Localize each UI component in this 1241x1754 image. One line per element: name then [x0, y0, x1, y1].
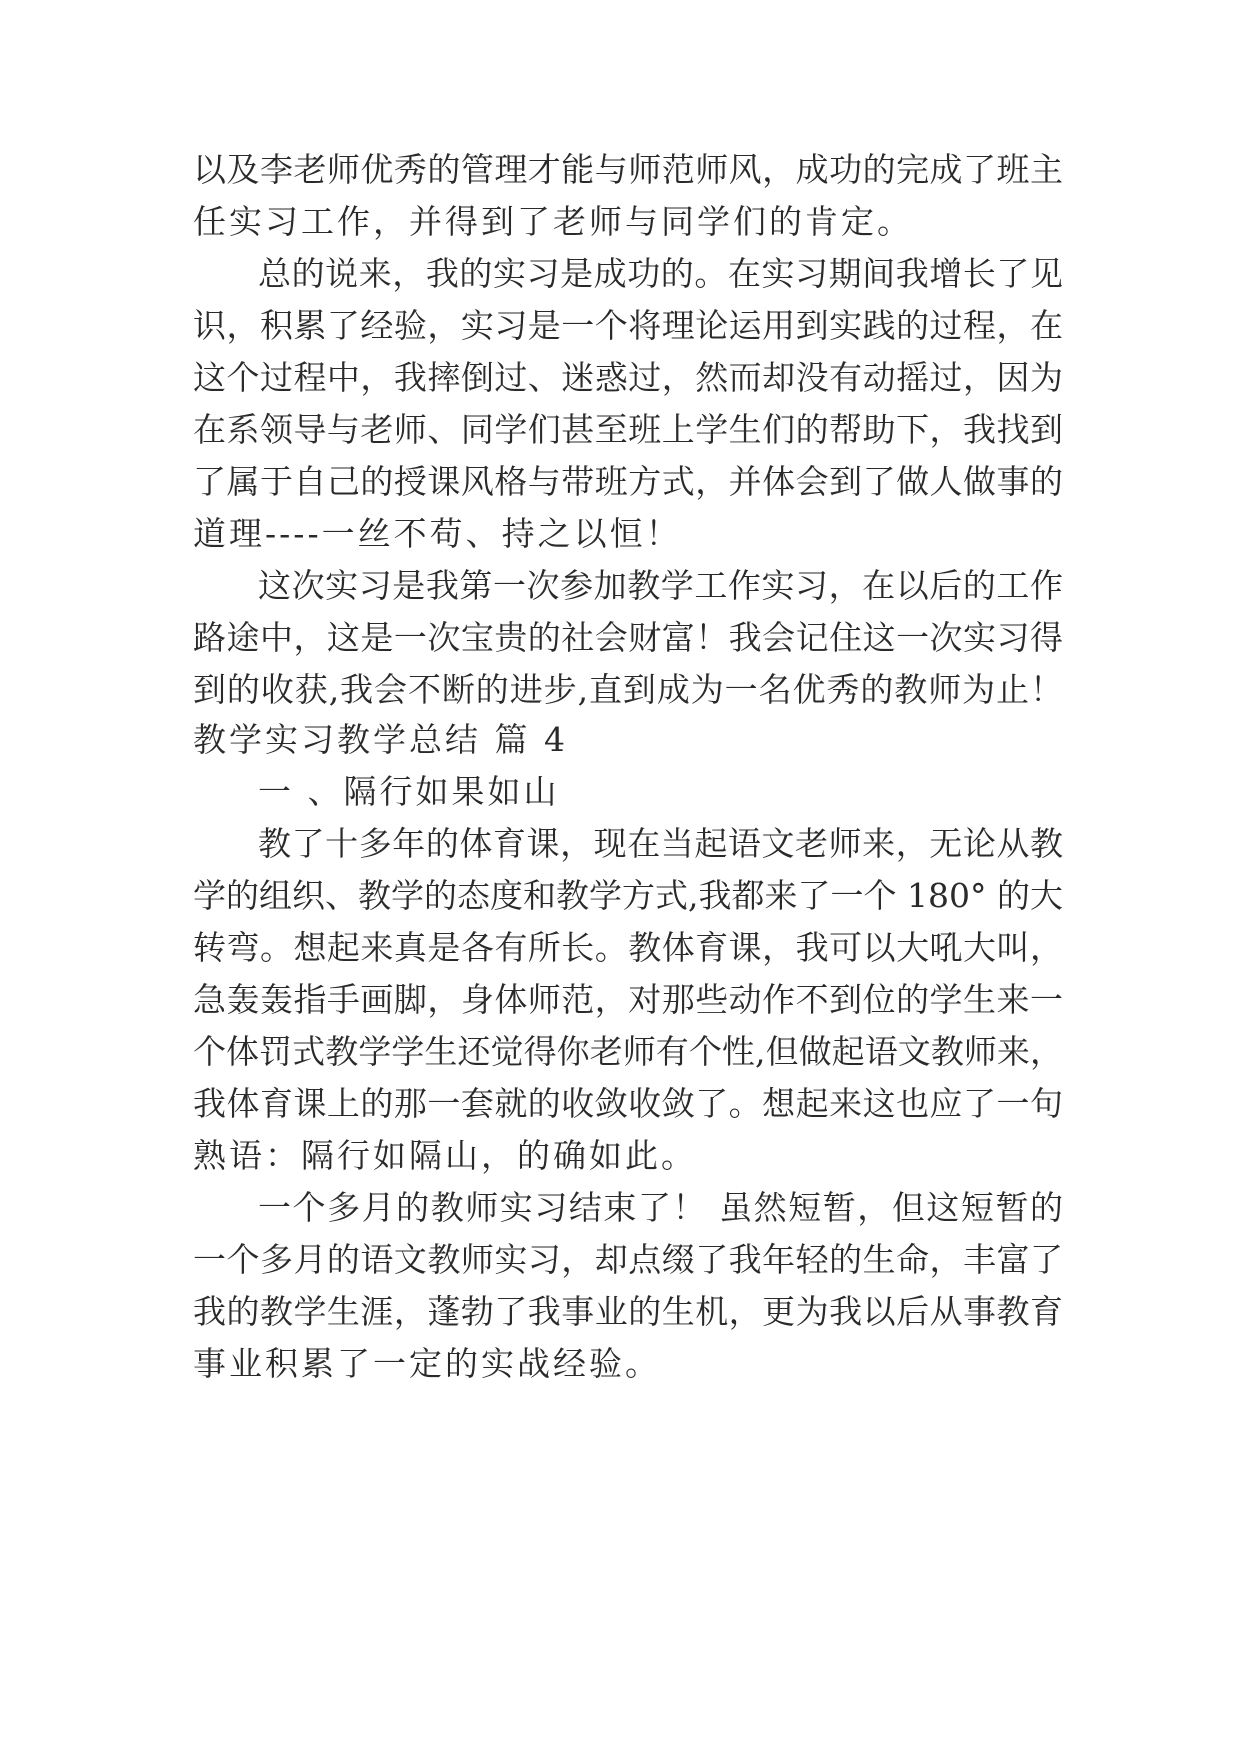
- text-line: 道理----一丝不苟、持之以恒！: [193, 514, 682, 553]
- text-line: 了属于自己的授课风格与带班方式，并体会到了做人做事的: [193, 462, 1063, 501]
- text-line: 到的收获,我会不断的进步,直到成为一名优秀的教师为止！: [193, 670, 1063, 709]
- paragraph-first-line: 总的说来，我的实习是成功的。在实习期间我增长了见: [258, 254, 1063, 293]
- text-line: 这个过程中，我摔倒过、迷惑过，然而却没有动摇过，因为: [193, 358, 1063, 397]
- text-line: 在系领导与老师、同学们甚至班上学生们的帮助下，我找到: [193, 410, 1063, 449]
- subsection-heading: 一 、隔行如果如山: [258, 772, 560, 811]
- text-line: 路途中，这是一次宝贵的社会财富！我会记住这一次实习得: [193, 618, 1063, 657]
- text-line: 急轰轰指手画脚，身体师范，对那些动作不到位的学生来一: [193, 980, 1063, 1019]
- text-line: 一个多月的语文教师实习，却点缀了我年轻的生命，丰富了: [193, 1240, 1063, 1279]
- text-line: 转弯。想起来真是各有所长。教体育课，我可以大吼大叫，: [193, 928, 1063, 967]
- text-line: 我的教学生涯，蓬勃了我事业的生机，更为我以后从事教育: [193, 1292, 1063, 1331]
- text-line: 任实习工作，并得到了老师与同学们的肯定。: [193, 202, 913, 241]
- section-heading: 教学实习教学总结 篇 4: [193, 720, 568, 759]
- text-line: 个体罚式教学学生还觉得你老师有个性,但做起语文教师来，: [193, 1032, 1063, 1071]
- paragraph-first-line: 这次实习是我第一次参加教学工作实习，在以后的工作: [258, 566, 1063, 605]
- paragraph-first-line: 一个多月的教师实习结束了！ 虽然短暂，但这短暂的: [258, 1188, 1063, 1227]
- text-line: 以及李老师优秀的管理才能与师范师风，成功的完成了班主: [193, 150, 1063, 189]
- text-line: 熟语：隔行如隔山，的确如此。: [193, 1136, 697, 1175]
- text-line: 学的组织、教学的态度和教学方式,我都来了一个 180° 的大: [193, 876, 1063, 915]
- text-line: 我体育课上的那一套就的收敛收敛了。想起来这也应了一句: [193, 1084, 1063, 1123]
- paragraph-first-line: 教了十多年的体育课，现在当起语文老师来，无论从教: [258, 824, 1063, 863]
- text-line: 事业积累了一定的实战经验。: [193, 1344, 661, 1383]
- text-line: 识，积累了经验，实习是一个将理论运用到实践的过程，在: [193, 306, 1063, 345]
